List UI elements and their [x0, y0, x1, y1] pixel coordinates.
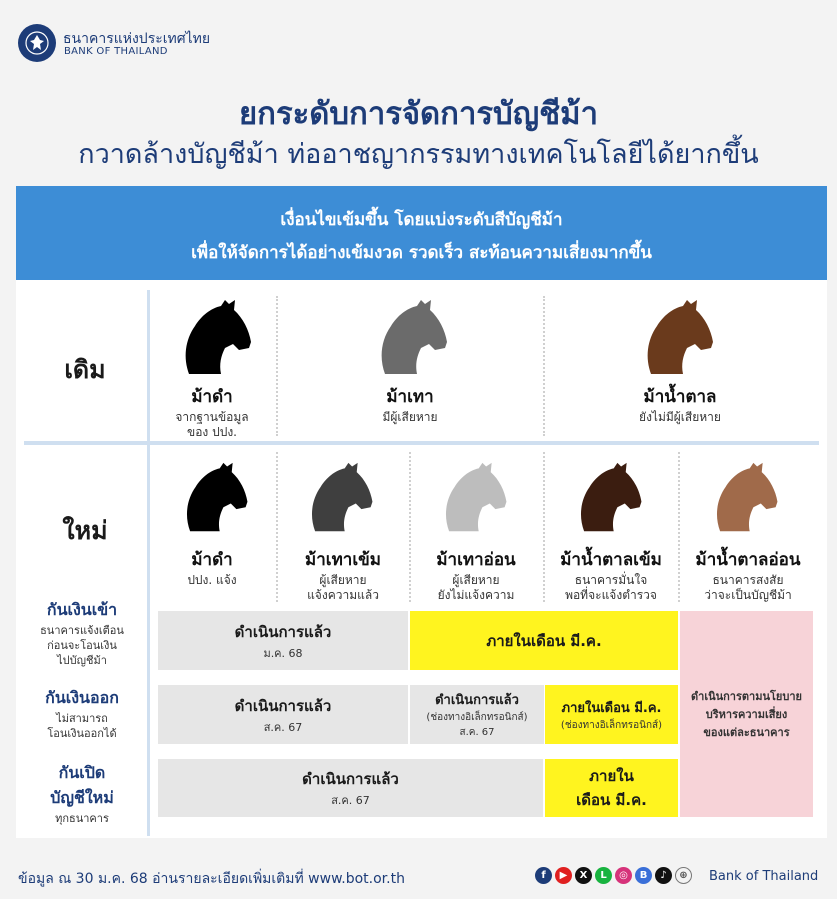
- cell-date: ส.ค. 67: [263, 720, 303, 734]
- horse-name: ม้าน้ำตาลเข้ม: [560, 550, 662, 570]
- horse-desc: ผู้เสียหาย: [319, 573, 367, 587]
- horse-head-icon: [712, 461, 780, 535]
- horse-desc: ว่าจะเป็นบัญชีม้า: [704, 588, 792, 602]
- horse-desc: พอที่จะแจ้งตำรวจ: [565, 588, 657, 602]
- horse-desc: จากฐานข้อมูล: [175, 410, 249, 424]
- measure-title: บัญชีใหม่: [50, 788, 114, 807]
- measure-title: กันเงินเข้า: [46, 600, 118, 619]
- page-subtitle: กวาดล้างบัญชีม้า ท่ออาชญากรรมทางเทคโนโลยีได้ยากขึ้น: [78, 139, 759, 170]
- cell-status: ดำเนินการแล้ว: [234, 696, 332, 715]
- horse-name: ม้าเทาเข้ม: [305, 550, 381, 570]
- cell-withdraw-done-online: [410, 685, 544, 744]
- bot-logo: [18, 24, 56, 62]
- new-item-lightgray: [412, 546, 540, 603]
- row-label-new: ใหม่: [62, 516, 108, 545]
- horse-head-icon: [182, 461, 250, 535]
- youtube-icon[interactable]: ▶: [555, 867, 572, 884]
- footer-bank-name: Bank of Thailand: [709, 869, 819, 884]
- instagram-icon[interactable]: ◎: [615, 867, 632, 884]
- horse-desc: ปปง. แจ้ง: [187, 573, 237, 587]
- tiktok-icon[interactable]: ♪: [655, 867, 672, 884]
- horse-name: ม้าเทา: [386, 387, 434, 407]
- cell-status: ภายในเดือน มี.ค.: [486, 631, 602, 650]
- measure-desc: โอนเงินออกได้: [47, 727, 117, 740]
- dotted-divider: [276, 452, 278, 602]
- new-item-darkgray: [280, 546, 406, 603]
- cell-date: ส.ค. 67: [459, 727, 495, 738]
- cell-bank-policy: [680, 611, 813, 817]
- footer-note: ข้อมูล ณ 30 ม.ค. 68 อ่านรายละเอียดเพิ่มเติมที่ www.bot.or.th: [18, 871, 405, 887]
- policy-line: ของแต่ละธนาคาร: [703, 726, 790, 739]
- horse-desc: ธนาคารมั่นใจ: [574, 573, 648, 587]
- horse-head-icon: [576, 461, 644, 535]
- horse-head-icon: [441, 461, 509, 535]
- policy-line: ดำเนินการตามนโยบาย: [691, 690, 802, 703]
- globe-icon[interactable]: ⊕: [675, 867, 692, 884]
- cell-deposit-done: [158, 611, 408, 670]
- garuda-emblem-icon: [24, 30, 50, 56]
- row-divider: [24, 441, 819, 445]
- old-item-gray: [330, 383, 490, 425]
- column-divider: [147, 290, 150, 836]
- cell-open-done: [158, 759, 543, 817]
- policy-line: บริหารความเสี่ยง: [705, 708, 788, 721]
- new-item-darkbrown: [546, 546, 676, 603]
- banner-line-2: เพื่อให้จัดการได้อย่างเข้มงวด รวดเร็ว สะท้อนความเสี่ยงมากขึ้น: [191, 243, 652, 263]
- measure-desc: ทุกธนาคาร: [55, 812, 109, 825]
- social-icons: [535, 867, 692, 884]
- new-item-lightbrown: [680, 546, 816, 603]
- horse-desc: ธนาคารสงสัย: [712, 573, 784, 587]
- measure-desc: ไม่สามารถ: [56, 712, 108, 725]
- dotted-divider: [543, 452, 545, 602]
- horse-black-new: [182, 461, 250, 539]
- cell-date: ม.ค. 68: [263, 646, 303, 660]
- measure-desc: ไปบัญชีม้า: [57, 654, 107, 667]
- cell-status: ภายใน: [589, 767, 634, 785]
- horse-head-icon: [181, 298, 253, 378]
- horse-desc: แจ้งความแล้ว: [307, 588, 379, 602]
- dotted-divider: [543, 296, 545, 436]
- horse-head-icon: [377, 298, 449, 378]
- cell-status: ดำเนินการแล้ว: [435, 693, 519, 708]
- horse-head-icon: [307, 461, 375, 535]
- page-title: ยกระดับการจัดการบัญชีม้า: [239, 96, 598, 132]
- horse-gray-old: [377, 298, 449, 382]
- cell-status: ดำเนินการแล้ว: [234, 622, 332, 641]
- horse-desc: มีผู้เสียหาย: [382, 410, 438, 424]
- horse-desc: ผู้เสียหาย: [452, 573, 500, 587]
- x-icon[interactable]: X: [575, 867, 592, 884]
- horse-darkbrown-new: [576, 461, 644, 539]
- cell-status: ดำเนินการแล้ว: [302, 770, 399, 788]
- blue-banner: [16, 186, 827, 280]
- measure-title: กันเงินออก: [45, 688, 119, 707]
- measure-title: กันเปิด: [58, 763, 106, 782]
- cell-status: ภายในเดือน มี.ค.: [561, 700, 662, 716]
- cell-deposit-pending: [410, 611, 678, 670]
- row-label-old: เดิม: [64, 355, 106, 384]
- cell-withdraw-done: [158, 685, 408, 744]
- facebook-icon[interactable]: f: [535, 867, 552, 884]
- blockdit-icon[interactable]: B: [635, 867, 652, 884]
- horse-name: ม้าดำ: [191, 550, 233, 570]
- horse-desc: ยังไม่มีผู้เสียหาย: [639, 410, 721, 424]
- bank-name-en: BANK OF THAILAND: [64, 46, 168, 57]
- old-item-brown: [600, 383, 760, 425]
- cell-channel: (ช่องทางอิเล็กทรอนิกส์): [426, 712, 528, 723]
- measure-withdraw: [22, 686, 142, 741]
- horse-desc: ยังไม่แจ้งความ: [437, 588, 515, 602]
- new-item-black: [152, 546, 272, 588]
- cell-date: ส.ค. 67: [331, 794, 370, 807]
- bank-name-th: ธนาคารแห่งประเทศไทย: [63, 31, 211, 47]
- horse-darkgray-new: [307, 461, 375, 539]
- line-icon[interactable]: L: [595, 867, 612, 884]
- dotted-divider: [409, 452, 411, 602]
- measure-open: [22, 761, 142, 826]
- measure-desc: ก่อนจะโอนเงิน: [47, 639, 117, 652]
- horse-name: ม้าน้ำตาลอ่อน: [695, 550, 801, 570]
- cell-withdraw-pending-online: [545, 685, 678, 744]
- dotted-divider: [276, 296, 278, 436]
- horse-head-icon: [643, 298, 715, 378]
- cell-status: เดือน มี.ค.: [576, 791, 647, 809]
- horse-name: ม้าดำ: [191, 387, 233, 407]
- banner-line-1: เงื่อนไขเข้มขึ้น โดยแบ่งระดับสีบัญชีม้า: [280, 210, 563, 230]
- horse-brown-old: [643, 298, 715, 382]
- old-item-black: [152, 383, 272, 440]
- horse-name: ม้าน้ำตาล: [643, 387, 717, 407]
- cell-open-pending: [545, 759, 678, 817]
- horse-name: ม้าเทาอ่อน: [436, 550, 516, 570]
- horse-lightgray-new: [441, 461, 509, 539]
- horse-black-old: [181, 298, 253, 382]
- cell-channel: (ช่องทางอิเล็กทรอนิกส์): [560, 719, 663, 731]
- measure-desc: ธนาคารแจ้งเตือน: [40, 624, 124, 637]
- horse-lightbrown-new: [712, 461, 780, 539]
- measure-deposit: [22, 598, 142, 668]
- horse-desc: ของ ปปง.: [187, 425, 237, 439]
